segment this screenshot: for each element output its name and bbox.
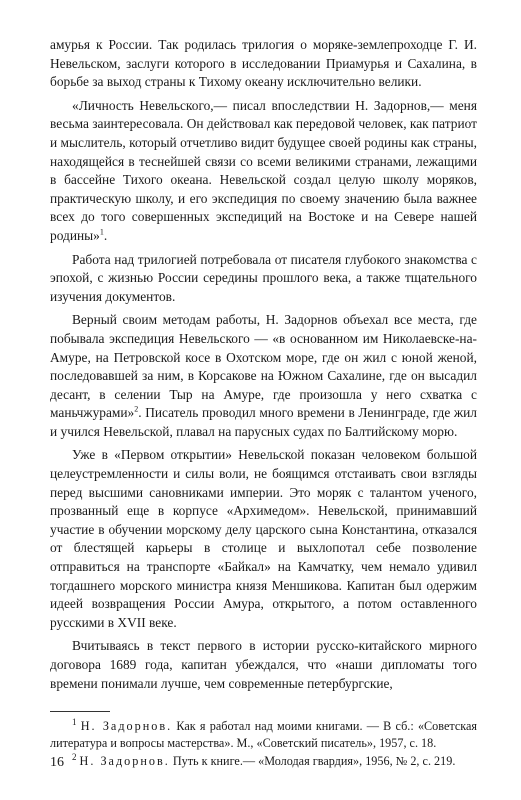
paragraph-4 (50, 311, 477, 441)
footnote-divider (50, 711, 110, 712)
page-number: 16 (50, 755, 64, 770)
footnote-2-author: Н. Задорнов. (79, 753, 170, 768)
paragraph-1-text: амурья к России. Так родилась трилогия о моряке-землепроходце Г. И. Невельском, заслуги которого в исследовании Приамурья и Сахалина, в борьбе за выход страны к Тихому океану исключительно велики. (50, 37, 477, 90)
footnotes (50, 718, 477, 769)
footnote-2-number: 2 (72, 751, 77, 762)
paragraph-6-text: Вчитываясь в текст первого в истории русско-китайского мирного договора 1689 года, капитан убеждался, что «наши дипломаты того времени понимали лучше, чем современные петербургские, (50, 638, 477, 691)
footnote-1 (50, 718, 477, 752)
footnote-1-number: 1 (72, 717, 77, 728)
paragraph-4-text: Верный своим методам работы, Н. Задорнов объехал все места, где побывала экспедиция Невельского — «в основанном им Николаевске-на-Амуре, на Петровской косе в Охотском море, где он жил с юной женой, последовавшей за ним, в Корсакове на Южном Сахалине, где он высадил десант, в селении Тыр на Амуре, где произошла у него схватка с маньчжурами» (50, 312, 477, 421)
footnote-ref-1: 1 (99, 227, 104, 237)
body-text (50, 36, 477, 693)
paragraph-3-text: Работа над трилогией потребовала от писателя глубокого знакомства с эпохой, с жизнью России середины прошлого века, а также тщательного изучения документов. (50, 251, 477, 304)
paragraph-5 (50, 446, 477, 632)
footnote-2-text: Путь к книге.— «Молодая гвардия», 1956, № 2, с. 219. (172, 753, 456, 768)
paragraph-4-tail: . Писатель проводил много времени в Ленинграде, где жил и учился Невельской, плавал на парусных судах по Балтийскому морю. (50, 405, 477, 439)
paragraph-5-text: Уже в «Первом открытии» Невельской показан человеком большой целеустремленности и силы воли, не боящимся отстаивать свои взгляды перед высшими сановниками империи. Это моряк с талантом ученого, прозванный еще в корпусе «Архимедом». Невельской, принимавший участие в обучении морскому делу царского сына Константина, отказался от блестящей карьеры в столице и выхлопотал себе позволение отправиться на транспорте «Байкал» на Камчатку, чем немало удивил тогдашнего морского министра князя Меншикова. Капитан был одержим идеей возвращения России Амура, открытого, а потом оставленного русскими в XVII веке. (50, 447, 477, 630)
footnote-2 (50, 753, 477, 770)
paragraph-2-tail: . (103, 227, 108, 243)
footnote-1-text: Как я работал над моими книгами. — В сб.: «Советская литература и вопросы мастерства». М., «Советский писатель», 1957, с. 18. (50, 719, 477, 750)
paragraph-3 (50, 251, 477, 307)
paragraph-2-text: «Личность Невельского,— писал впоследствии Н. Задорнов,— меня весьма заинтересовала. Он действовал как передовой человек, как патриот и мыслитель, который отчетливо видит будущее своей родины как страны, находящейся в теснейшей связи со всеми великими странами, лежащими в бассейне Тихого океана. Невельской создал целую школу моряков, практическую школу, и его экспедиция по своему значению была важнее всех до того совершенных экспедиций на Востоке и на Севере нашей родины» (50, 97, 477, 243)
paragraph-2 (50, 97, 477, 246)
paragraph-6 (50, 637, 477, 693)
footnote-1-author: Н. Задорнов. (80, 719, 173, 734)
paragraph-1 (50, 36, 477, 92)
footnote-ref-2: 2 (134, 404, 139, 414)
